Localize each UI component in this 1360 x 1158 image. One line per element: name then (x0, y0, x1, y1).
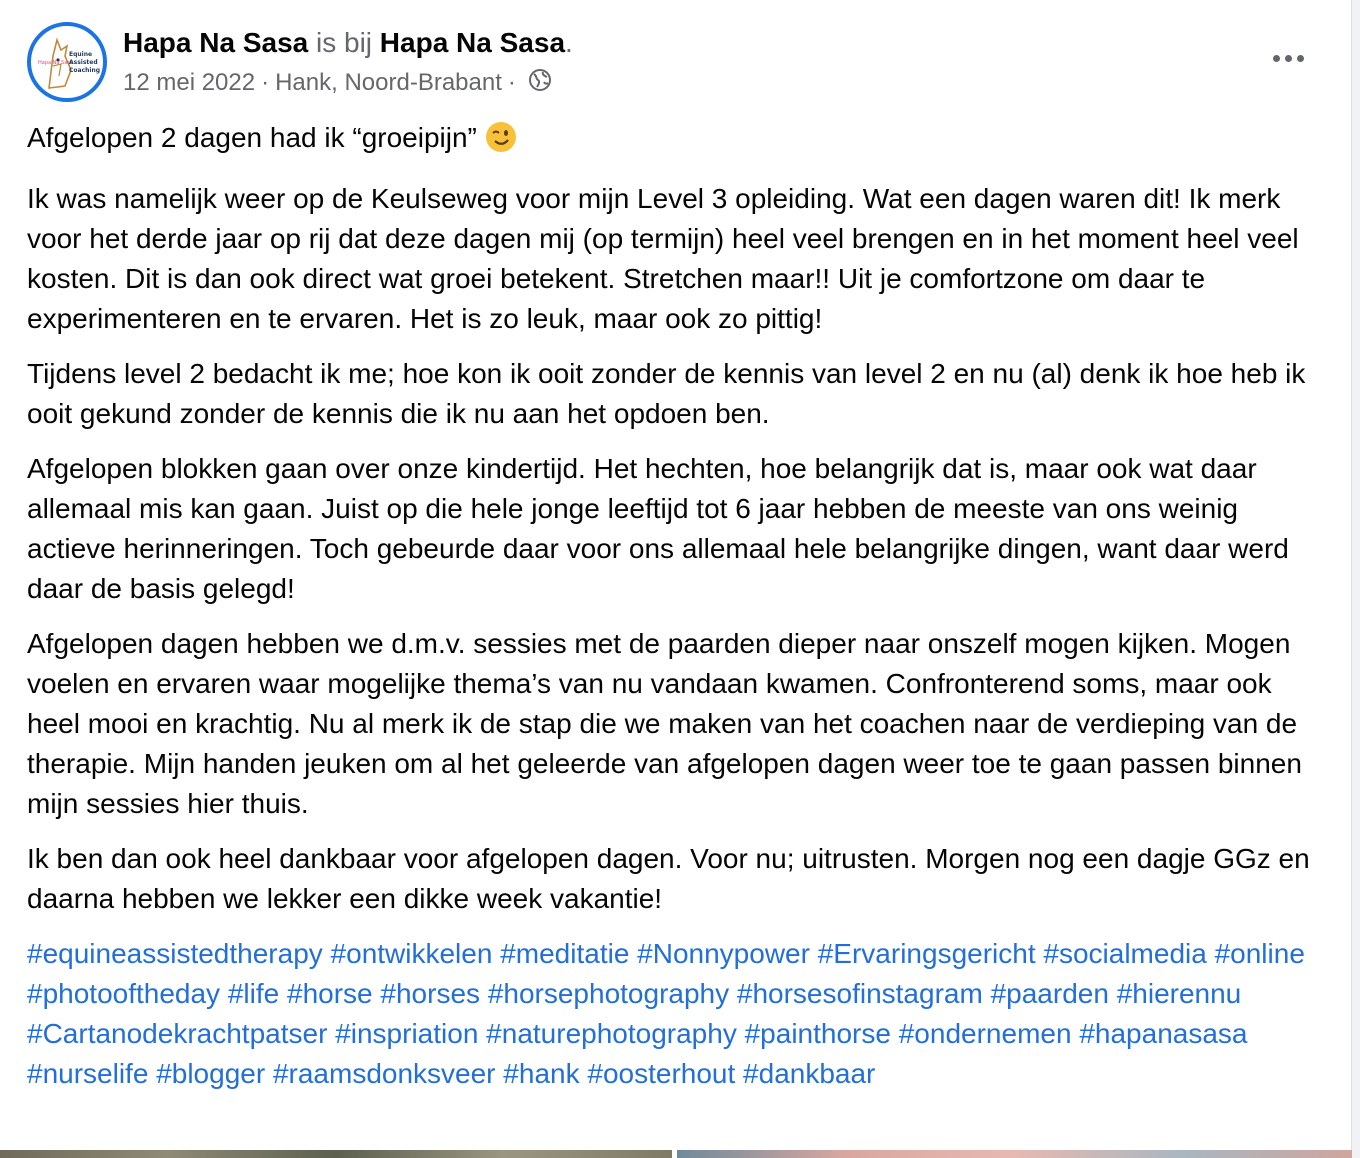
hashtag-link[interactable]: #meditatie (500, 938, 630, 969)
hashtag-link[interactable]: #ondernemen (898, 1018, 1072, 1049)
hashtag-link[interactable]: #Ervaringsgericht (817, 938, 1036, 969)
logo-text-line-1: Equine (69, 51, 93, 58)
hashtag-link[interactable]: #Cartanodekrachtpatser (27, 1018, 328, 1049)
logo-brand-text: Hapa Na Sasa (38, 60, 73, 66)
paragraph-5: Afgelopen dagen hebben we d.m.v. sessies met de paarden dieper naar onszelf mogen kijken. Mogen voelen en ervaren waar mogelijke thema’s van nu vandaan kwamen. Confronterend soms, maar ook heel mooi en krachtig. Nu al merk ik de stap die we maken van het coachen naar de verdieping van de therapie. Mijn handen jeuken om al het geleerde van afgelopen dagen weer toe te gaan passen binnen mijn sessies hier thuis. (27, 628, 1302, 819)
hashtag-link[interactable]: #life (227, 978, 280, 1009)
dot (1297, 55, 1304, 62)
meta-separator: · (507, 69, 516, 96)
paragraph-4: Afgelopen blokken gaan over onze kindertijd. Het hechten, hoe belangrijk dat is, maar ook wat daar allemaal mis kan gaan. Juist op die hele jonge leeftijd tot 6 jaar hebben de meeste van ons weinig actieve herinneringen. Toch gebeurde daar voor ons allemaal hele belangrijke dingen, want daar werd daar de basis gelegd! (27, 453, 1289, 604)
profile-avatar[interactable] (27, 22, 107, 102)
paragraph-2: Ik was namelijk weer op de Keulseweg voor mijn Level 3 opleiding. Wat een dagen waren dit! Ik merk voor het derde jaar op rij dat deze dagen mij (op termijn) heel veel brengen en in het moment heel veel kosten. Dit is dan ook direct wat groei betekent. Stretchen maar!! Uit je comfortzone om daar te experimenteren en te ervaren. Het is zo leuk, maar ook zo pittig! (27, 183, 1299, 334)
hashtag-link[interactable]: #hierennu (1116, 978, 1242, 1009)
hashtag-link[interactable]: #blogger (156, 1058, 266, 1089)
hashtag-link[interactable]: #photooftheday (27, 978, 221, 1009)
post-header (123, 26, 573, 60)
paragraph-1 (27, 118, 1327, 164)
meta-separator: · (261, 69, 270, 96)
hashtag-link[interactable]: #raamsdonksveer (272, 1058, 496, 1089)
paragraph-6: Ik ben dan ook heel dankbaar voor afgelopen dagen. Voor nu; uitrusten. Morgen nog een dagje GGz en daarna hebben we lekker een dikke week vakantie! (27, 843, 1310, 914)
hashtag-link[interactable]: #naturephotography (486, 1018, 737, 1049)
hashtag-link[interactable]: #horsesofinstagram (736, 978, 983, 1009)
hashtag-link[interactable]: #inspriation (335, 1018, 479, 1049)
post-date-link[interactable]: 12 mei 2022 (123, 69, 256, 96)
hashtag-link[interactable]: #paarden (990, 978, 1109, 1009)
logo-text-line-3: Coaching (69, 67, 101, 74)
horse-logo-icon (31, 26, 103, 98)
more-options-icon[interactable] (1264, 42, 1312, 74)
hashtag-link[interactable]: #horses (380, 978, 481, 1009)
hashtag-link[interactable]: #equineassistedtherapy (27, 938, 323, 969)
post-photo-left[interactable] (0, 1150, 672, 1158)
hashtag-link[interactable]: #oosterhout (587, 1058, 736, 1089)
hashtag-link[interactable]: #socialmedia (1043, 938, 1207, 969)
header-period: . (565, 27, 573, 58)
post-photo-right[interactable] (677, 1150, 1352, 1158)
hashtag-list (27, 934, 1327, 1094)
post-meta (123, 66, 552, 100)
place-name-link[interactable]: Hapa Na Sasa (379, 27, 566, 58)
header-connector: is bij (308, 27, 380, 58)
post-location-link[interactable]: Hank, Noord-Brabant (275, 69, 502, 96)
hashtag-link[interactable]: #horse (287, 978, 373, 1009)
logo-text-line-2: Assisted (69, 59, 98, 66)
globe-icon[interactable] (528, 68, 552, 100)
hashtag-link[interactable]: #ontwikkelen (330, 938, 493, 969)
dot (1285, 55, 1292, 62)
hashtag-link[interactable]: #Nonnypower (637, 938, 810, 969)
paragraph-1-text: Afgelopen 2 dagen had ik “groeipijn” (27, 122, 477, 153)
post-body (27, 118, 1327, 1109)
paragraph-3: Tijdens level 2 bedacht ik me; hoe kon ik ooit zonder de kennis van level 2 en nu (al) denk ik hoe heb ik ooit gekund zonder de kennis die ik nu aan het opdoen ben. (27, 358, 1306, 429)
winking-face-emoji-icon (485, 121, 517, 164)
hashtag-link[interactable]: #horsephotography (487, 978, 730, 1009)
hashtag-link[interactable]: #dankbaar (743, 1058, 876, 1089)
hashtag-link[interactable]: #nurselife (27, 1058, 149, 1089)
author-name-link[interactable]: Hapa Na Sasa (123, 27, 309, 58)
hashtag-link[interactable]: #painthorse (744, 1018, 891, 1049)
dot (1273, 55, 1280, 62)
hashtag-link[interactable]: #hank (503, 1058, 580, 1089)
hashtag-link[interactable]: #hapanasasa (1079, 1018, 1248, 1049)
hashtag-link[interactable]: #online (1214, 938, 1305, 969)
